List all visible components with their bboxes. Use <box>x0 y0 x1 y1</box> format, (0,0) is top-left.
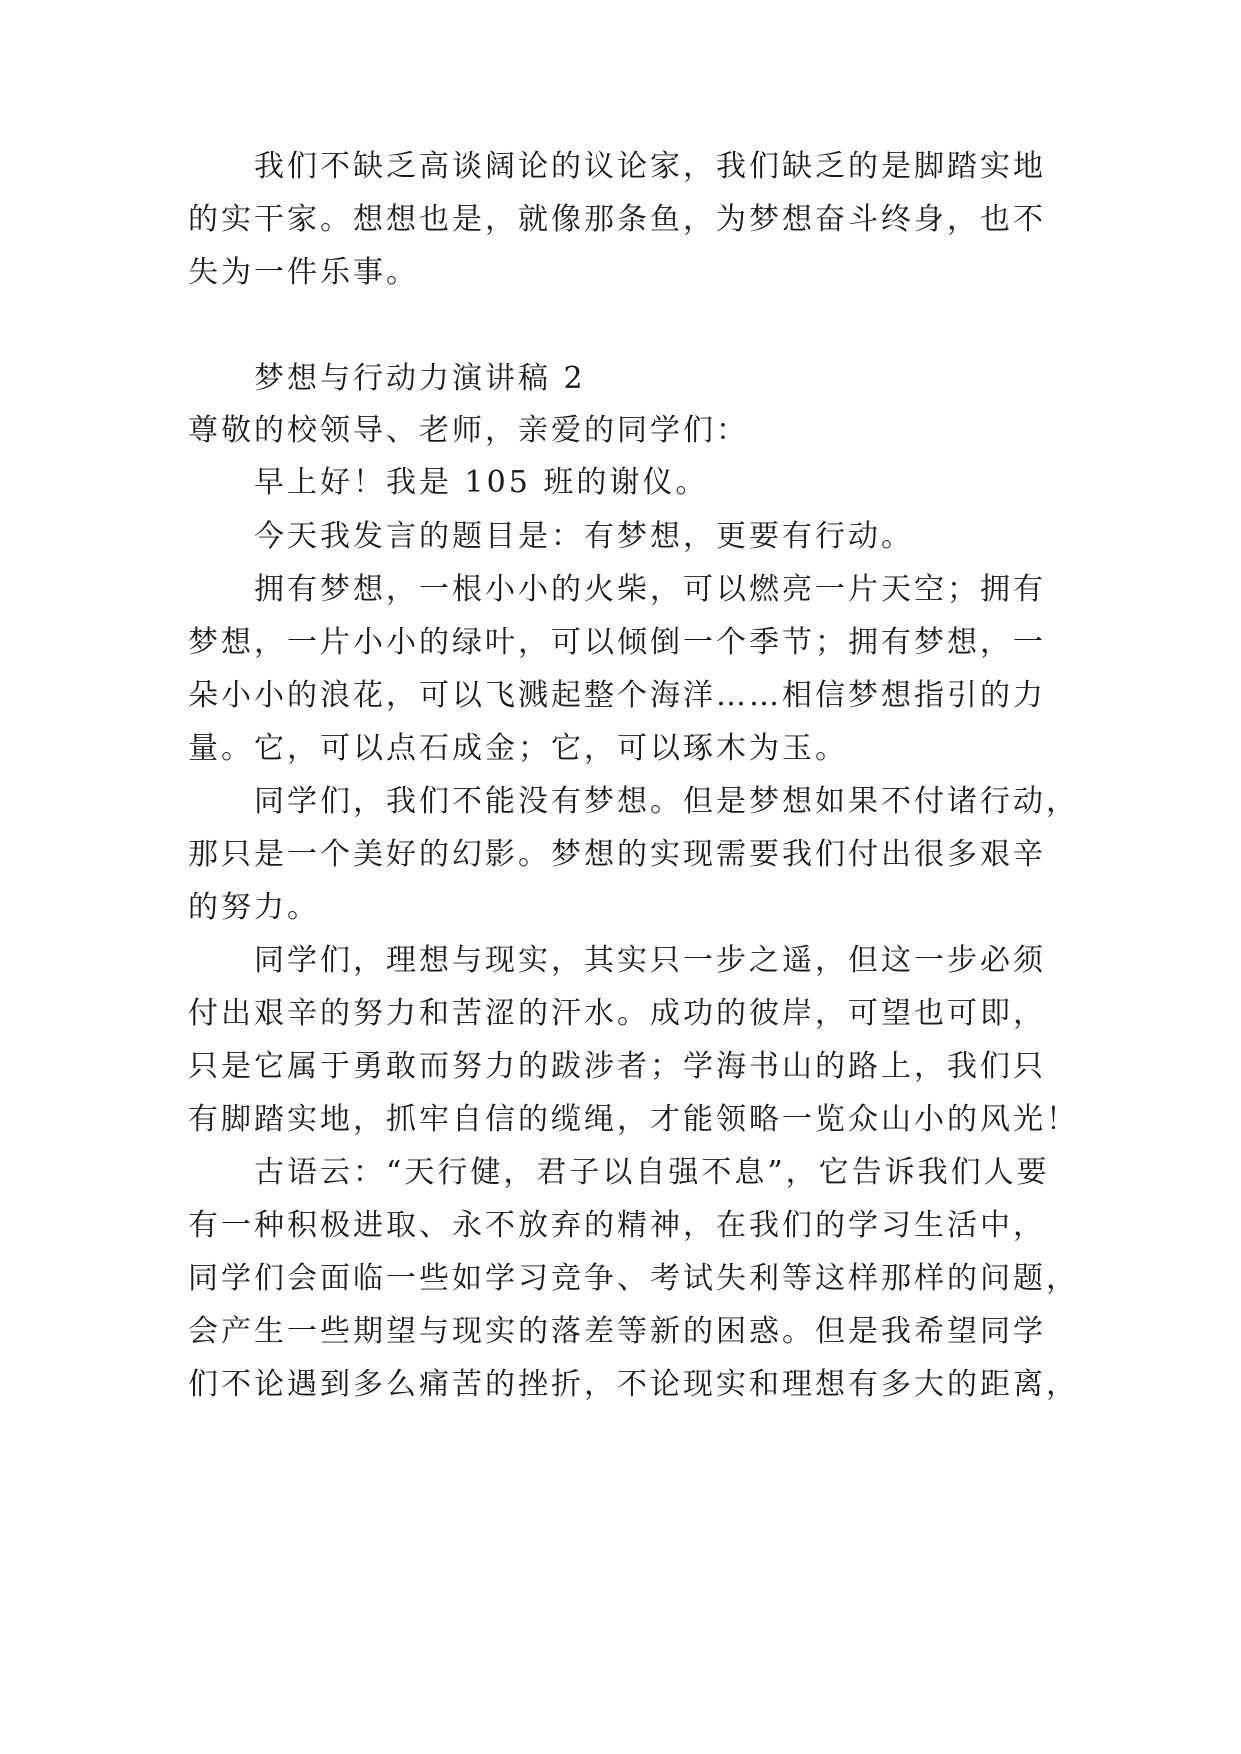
paragraph-line: 量。它，可以点石成金；它，可以琢木为玉。 <box>188 731 848 766</box>
paragraph-line: 同学们会面临一些如学习竞争、考试失利等这样那样的问题， <box>188 1261 1079 1296</box>
speech-topic: 今天我发言的题目是：有梦想，更要有行动。 <box>254 519 914 554</box>
section-heading: 梦想与行动力演讲稿 2 <box>254 361 586 396</box>
paragraph-line: 那只是一个美好的幻影。梦想的实现需要我们付出很多艰辛 <box>188 837 1046 872</box>
paragraph-line: 拥有梦想，一根小小的火柴，可以燃亮一片天空；拥有 <box>254 572 1046 607</box>
paragraph-line: 朵小小的浪花，可以飞溅起整个海洋……相信梦想指引的力 <box>188 678 1046 713</box>
paragraph-line: 古语云：“天行健，君子以自强不息”，它告诉我们人要 <box>254 1155 1050 1190</box>
salutation: 尊敬的校领导、老师，亲爱的同学们： <box>188 413 749 448</box>
paragraph-line: 的实干家。想想也是，就像那条鱼，为梦想奋斗终身，也不 <box>188 202 1046 237</box>
paragraph-line: 失为一件乐事。 <box>188 255 419 290</box>
paragraph-line: 有一种积极进取、永不放弃的精神，在我们的学习生活中， <box>188 1208 1046 1243</box>
paragraph-line: 同学们，我们不能没有梦想。但是梦想如果不付诸行动， <box>254 784 1079 819</box>
paragraph-line: 的努力。 <box>188 890 320 925</box>
paragraph-line: 梦想，一片小小的绿叶，可以倾倒一个季节；拥有梦想，一 <box>188 625 1046 660</box>
paragraph-line: 只是它属于勇敢而努力的跋涉者；学海书山的路上，我们只 <box>188 1049 1046 1084</box>
paragraph-line: 有脚踏实地，抓牢自信的缆绳，才能领略一览众山小的风光！ <box>188 1102 1079 1137</box>
paragraph-line: 会产生一些期望与现实的落差等新的困惑。但是我希望同学 <box>188 1314 1046 1349</box>
paragraph-line: 同学们，理想与现实，其实只一步之遥，但这一步必须 <box>254 943 1046 978</box>
paragraph-line: 付出艰辛的努力和苦涩的汗水。成功的彼岸，可望也可即， <box>188 996 1046 1031</box>
paragraph-line: 们不论遇到多么痛苦的挫折，不论现实和理想有多大的距离， <box>188 1367 1079 1402</box>
greeting: 早上好！我是 105 班的谢仪。 <box>254 465 709 500</box>
paragraph-line: 我们不缺乏高谈阔论的议论家，我们缺乏的是脚踏实地 <box>254 149 1046 184</box>
